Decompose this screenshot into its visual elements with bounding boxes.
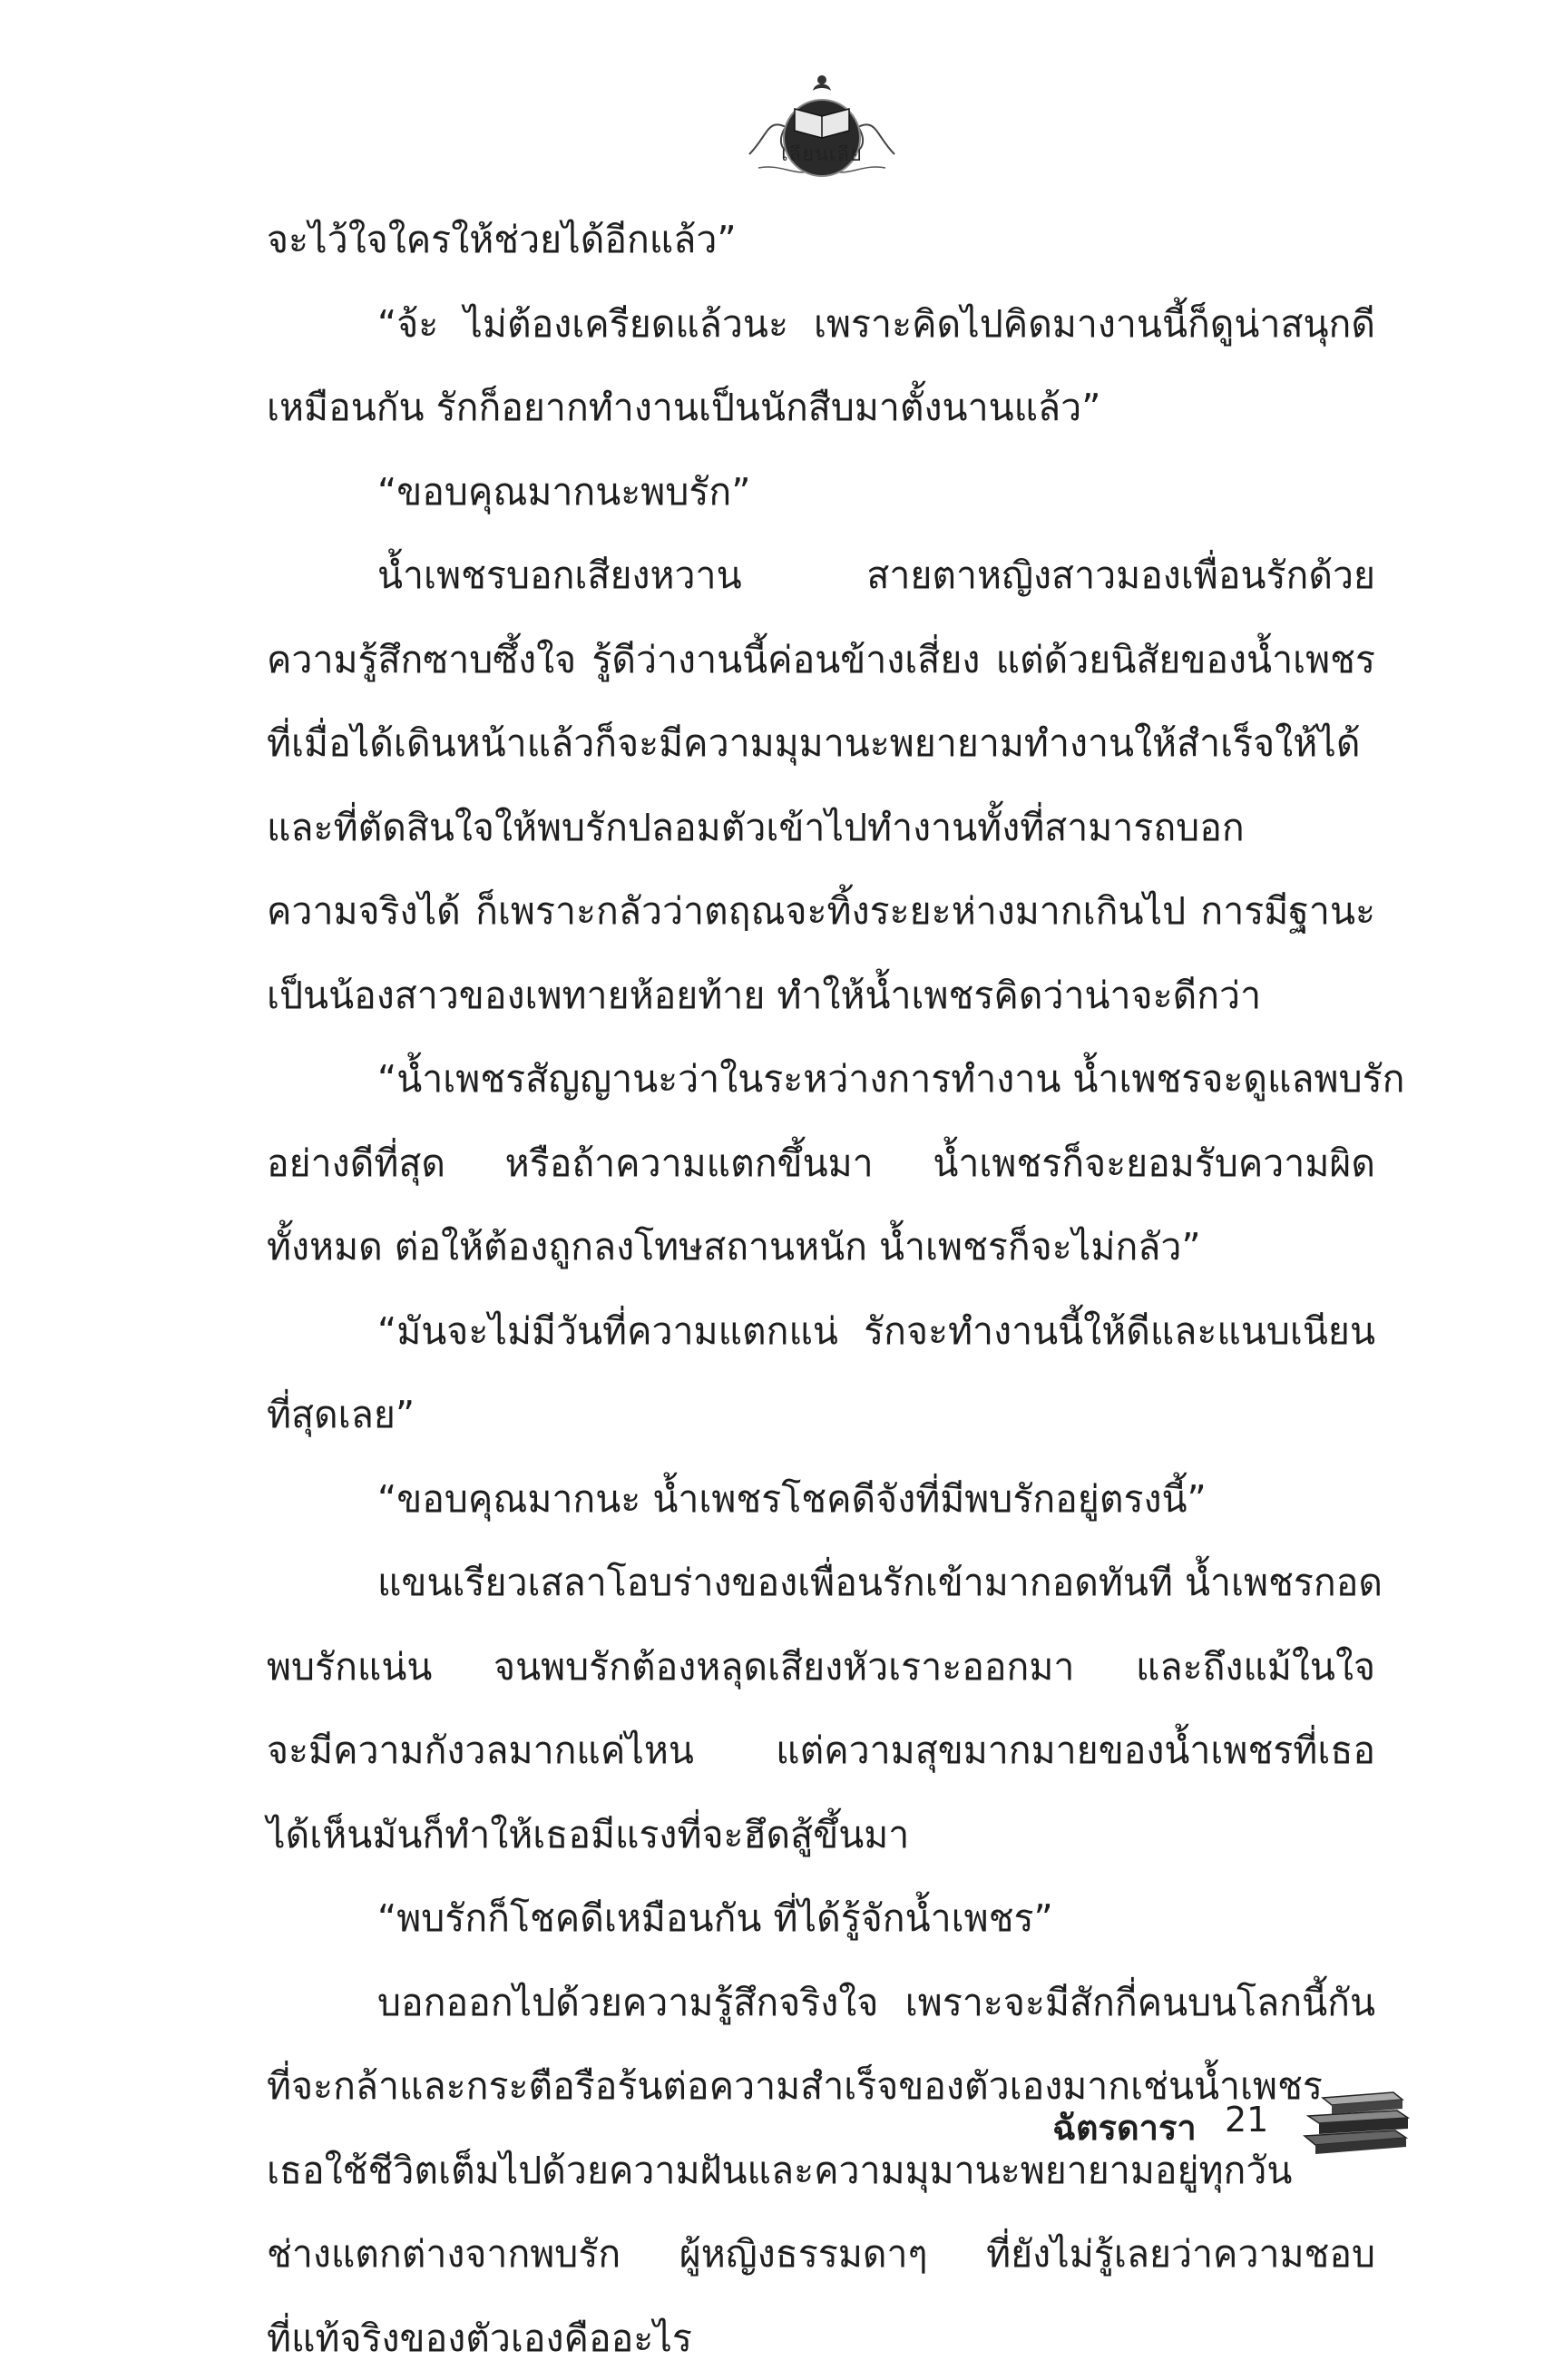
body-text-line: น้ำเพชรบอกเสียงหวาน สายตาหญิงสาวมองเพื่อนรักด้วย [267, 534, 1375, 618]
page-footer [1052, 2078, 1433, 2169]
body-text-line: บอกออกไปด้วยความรู้สึกจริงใจ เพราะจะมีสักกี่คนบนโลกนี้กัน [267, 1961, 1375, 2045]
body-text-line: และที่ตัดสินใจให้พบรักปลอมตัวเข้าไปทำงานทั้งที่สามารถบอก [267, 786, 1375, 870]
body-text-line: ทั้งหมด ต่อให้ต้องถูกลงโทษสถานหนัก น้ำเพชรก็จะไม่กลัว” [267, 1205, 1375, 1289]
body-text-line: พบรักแน่น จนพบรักต้องหลุดเสียงหัวเราะออกมา และถึงแม้ในใจ [267, 1625, 1375, 1709]
body-text-line: ที่แท้จริงของตัวเองคืออะไร [267, 2297, 1375, 2380]
body-text-line: “พบรักก็โชคดีเหมือนกัน ที่ได้รู้จักน้ำเพชร” [267, 1876, 1375, 1961]
body-text-line: ที่จะกล้าและกระตือรือร้นต่อความสำเร็จของตัวเองมากเช่นน้ำเพชร [267, 2044, 1375, 2129]
body-text-line: เป็นน้องสาวของเพทายห้อยท้าย ทำให้น้ำเพชรคิดว่าน่าจะดีกว่า [267, 954, 1375, 1038]
ornamental-book-emblem-icon [740, 54, 904, 191]
body-text-line: จะไว้ใจใครให้ช่วยได้อีกแล้ว” [267, 198, 1375, 282]
body-text-line: อย่างดีที่สุด หรือถ้าความแตกขึ้นมา น้ำเพชรก็จะยอมรับความผิด [267, 1121, 1375, 1206]
body-text-line: แขนเรียวเสลาโอบร่างของเพื่อนรักเข้ามากอดทันที น้ำเพชรกอด [267, 1541, 1375, 1625]
body-text-line: ที่สุดเลย” [267, 1373, 1375, 1457]
body-text [267, 198, 1375, 2380]
body-text-line: เธอใช้ชีวิตเต็มไปด้วยความฝันและความมุมานะพยายามอยู่ทุกวัน [267, 2129, 1375, 2213]
body-text-line: “จ้ะ ไม่ต้องเครียดแล้วนะ เพราะคิดไปคิดมางานนี้ก็ดูน่าสนุกดี [267, 282, 1375, 367]
body-text-line: ได้เห็นมันก็ทำให้เธอมีแรงที่จะฮึดสู้ขึ้นมา [267, 1793, 1375, 1877]
body-text-line: ความรู้สึกซาบซึ้งใจ รู้ดีว่างานนี้ค่อนข้างเสี่ยง แต่ด้วยนิสัยของน้ำเพชร [267, 618, 1375, 702]
page-number: 21 [1225, 2100, 1268, 2140]
body-text-line: “มันจะไม่มีวันที่ความแตกแน่ รักจะทำงานนี้ให้ดีและแนบเนียน [267, 1289, 1375, 1374]
body-text-line: ความจริงได้ ก็เพราะกลัวว่าตฤณจะทิ้งระยะห่างมากเกินไป การมีฐานะ [267, 869, 1375, 954]
body-text-line: “ขอบคุณมากนะ น้ำเพชรโชคดีจังที่มีพบรักอยู่ตรงนี้” [267, 1457, 1375, 1542]
body-text-line: “น้ำเพชรสัญญานะว่าในระหว่างการทำงาน น้ำเพชรจะดูแลพบรัก [267, 1037, 1375, 1121]
emblem-label: เลียนเลีย [740, 138, 904, 170]
body-text-line: “ขอบคุณมากนะพบรัก” [267, 450, 1375, 534]
stacked-books-icon [1295, 2083, 1413, 2156]
body-text-line: จะมีความกังวลมากแค่ไหน แต่ความสุขมากมายของน้ำเพชรที่เธอ [267, 1709, 1375, 1793]
footer-book-title: ฉัตรดารา [1052, 2100, 1197, 2155]
body-text-line: ช่างแตกต่างจากพบรัก ผู้หญิงธรรมดาๆ ที่ยังไม่รู้เลยว่าความชอบ [267, 2212, 1375, 2297]
body-text-line: ที่เมื่อได้เดินหน้าแล้วก็จะมีความมุมานะพยายามทำงานให้สำเร็จให้ได้ [267, 701, 1375, 786]
body-text-line: เหมือนกัน รักก็อยากทำงานเป็นนักสืบมาตั้งนานแล้ว” [267, 366, 1375, 450]
